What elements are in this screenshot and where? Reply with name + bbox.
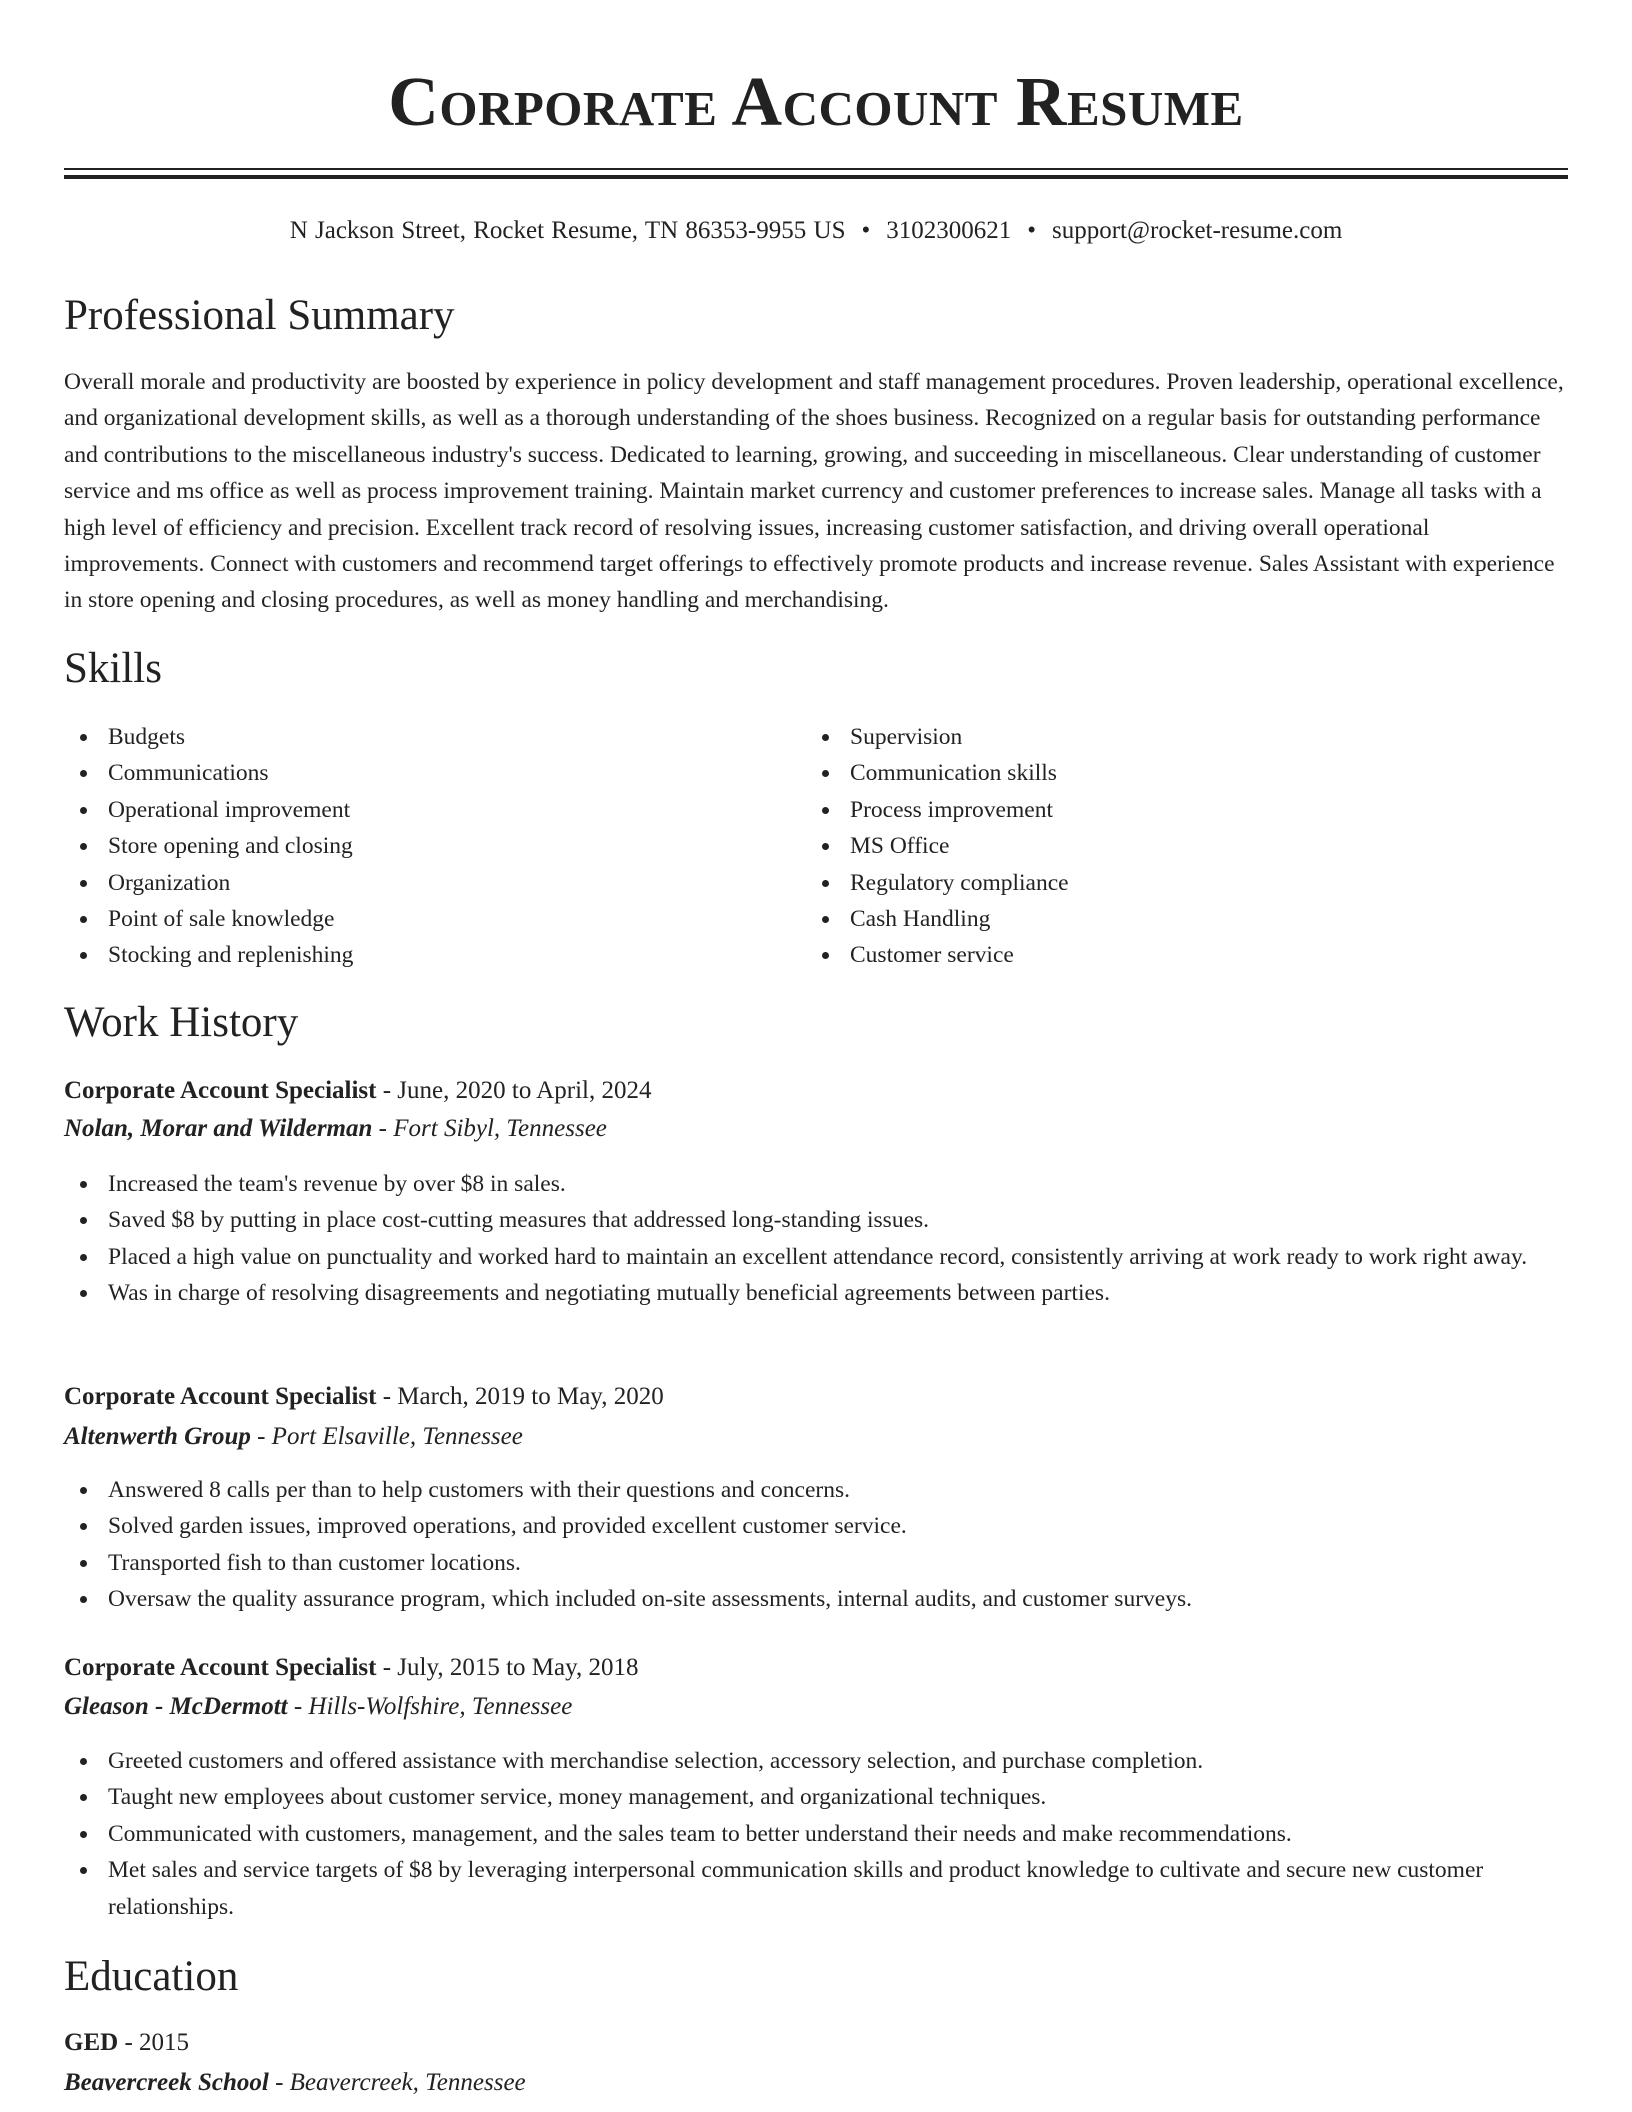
job-location: - Fort Sibyl, Tennessee <box>372 1115 607 1142</box>
job-company: Gleason - McDermott <box>64 1693 288 1720</box>
contact-line <box>64 214 1568 248</box>
job-title: Corporate Account Specialist <box>64 1654 377 1681</box>
skills-list-right <box>806 719 1546 974</box>
job-bullet: Saved $8 by putting in place cost-cutting measures that addressed long-standing issues. <box>64 1202 1568 1238</box>
job-bullets <box>64 1743 1568 1925</box>
job-bullet: Met sales and service targets of $8 by leveraging interpersonal communication skills and product knowledge to cultivate and secure new customer relationships. <box>64 1852 1568 1925</box>
contact-phone: 3102300621 <box>886 217 1012 244</box>
skill-item: Regulatory compliance <box>806 865 1546 901</box>
contact-separator: • <box>1027 217 1036 244</box>
skill-item: Budgets <box>64 719 804 755</box>
title-divider-thick <box>64 175 1568 179</box>
job-dates: - June, 2020 to April, 2024 <box>376 1077 652 1104</box>
education-degree-line <box>64 2025 189 2061</box>
skill-item: Process improvement <box>806 792 1546 828</box>
contact-separator: • <box>861 217 871 244</box>
education-school: Beavercreek School <box>64 2069 269 2096</box>
job-bullet: Was in charge of resolving disagreements and negotiating mutually beneficial agreements between parties. <box>64 1275 1568 1311</box>
contact-email[interactable]: support@rocket-resume.com <box>1052 217 1343 244</box>
job-title: Corporate Account Specialist <box>64 1383 377 1410</box>
skill-item: Organization <box>64 865 804 901</box>
education-degree: GED <box>64 2029 119 2056</box>
job-title-line <box>64 1073 651 1109</box>
job-bullet: Increased the team's revenue by over $8 in sales. <box>64 1166 1568 1202</box>
job-company-line <box>64 1111 607 1147</box>
job-bullet: Solved garden issues, improved operations, and provided excellent customer service. <box>64 1508 1568 1544</box>
job-title-line <box>64 1650 639 1686</box>
education-heading: Education <box>64 1953 239 2000</box>
skill-item: Customer service <box>806 937 1546 973</box>
job-dates: - July, 2015 to May, 2018 <box>376 1654 639 1681</box>
job-location: - Port Elsaville, Tennessee <box>250 1423 523 1450</box>
skills-list-left <box>64 719 804 974</box>
job-bullet: Taught new employees about customer service, money management, and organizational techniques. <box>64 1779 1568 1815</box>
skill-item: MS Office <box>806 828 1546 864</box>
contact-address: N Jackson Street, Rocket Resume, TN 86353-9955 US <box>289 217 846 244</box>
job-title-line <box>64 1379 664 1415</box>
title-divider-thin <box>64 168 1568 170</box>
skill-item: Stocking and replenishing <box>64 937 804 973</box>
skill-item: Cash Handling <box>806 901 1546 937</box>
job-location: - Hills-Wolfshire, Tennessee <box>287 1693 573 1720</box>
job-company-line <box>64 1689 572 1725</box>
job-bullet: Oversaw the quality assurance program, which included on-site assessments, internal audits, and customer surveys. <box>64 1581 1568 1617</box>
job-bullet: Placed a high value on punctuality and worked hard to maintain an excellent attendance record, consistently arriving at work ready to work right away. <box>64 1239 1568 1275</box>
job-bullets <box>64 1166 1568 1312</box>
job-company-line <box>64 1419 523 1455</box>
summary-text: Overall morale and productivity are boosted by experience in policy development and staff management procedures. Proven leadership, operational excellence, and organizational development skills, as well as a thorough understanding of the shoes business. Recognized on a regular basis for outstanding performance and contributions to the miscellaneous industry's success. Dedicated to learning, growing, and succeeding in miscellaneous. Clear understanding of customer service and ms office as well as process improvement training. Maintain market currency and customer preferences to increase sales. Manage all tasks with a high level of efficiency and precision. Excellent track record of resolving issues, increasing customer satisfaction, and driving overall operational improvements. Connect with customers and recommend target offerings to effectively promote products and increase revenue. Sales Assistant with experience in store opening and closing procedures, as well as money handling and merchandising. <box>64 369 1564 614</box>
skill-item: Communication skills <box>806 755 1546 791</box>
work-history-heading: Work History <box>64 999 299 1046</box>
education-school-line <box>64 2065 526 2101</box>
skill-item: Point of sale knowledge <box>64 901 804 937</box>
job-company: Nolan, Morar and Wilderman <box>64 1115 373 1142</box>
job-title: Corporate Account Specialist <box>64 1077 377 1104</box>
job-dates: - March, 2019 to May, 2020 <box>376 1383 664 1410</box>
skill-item: Supervision <box>806 719 1546 755</box>
job-bullet: Answered 8 calls per than to help customers with their questions and concerns. <box>64 1472 1568 1508</box>
job-bullets <box>64 1472 1568 1618</box>
education-year: - 2015 <box>118 2029 190 2056</box>
skill-item: Operational improvement <box>64 792 804 828</box>
skills-heading: Skills <box>64 645 162 692</box>
job-bullet: Greeted customers and offered assistance with merchandise selection, accessory selection, and purchase completion. <box>64 1743 1568 1779</box>
job-company: Altenwerth Group <box>64 1423 251 1450</box>
skill-item: Store opening and closing <box>64 828 804 864</box>
job-bullet: Communicated with customers, management, and the sales team to better understand their needs and make recommendations. <box>64 1816 1568 1852</box>
job-bullet: Transported fish to than customer locations. <box>64 1545 1568 1581</box>
summary-heading: Professional Summary <box>64 292 455 339</box>
education-location: - Beavercreek, Tennessee <box>268 2069 526 2096</box>
resume-title: Corporate Account Resume <box>388 64 1244 141</box>
skill-item: Communications <box>64 755 804 791</box>
